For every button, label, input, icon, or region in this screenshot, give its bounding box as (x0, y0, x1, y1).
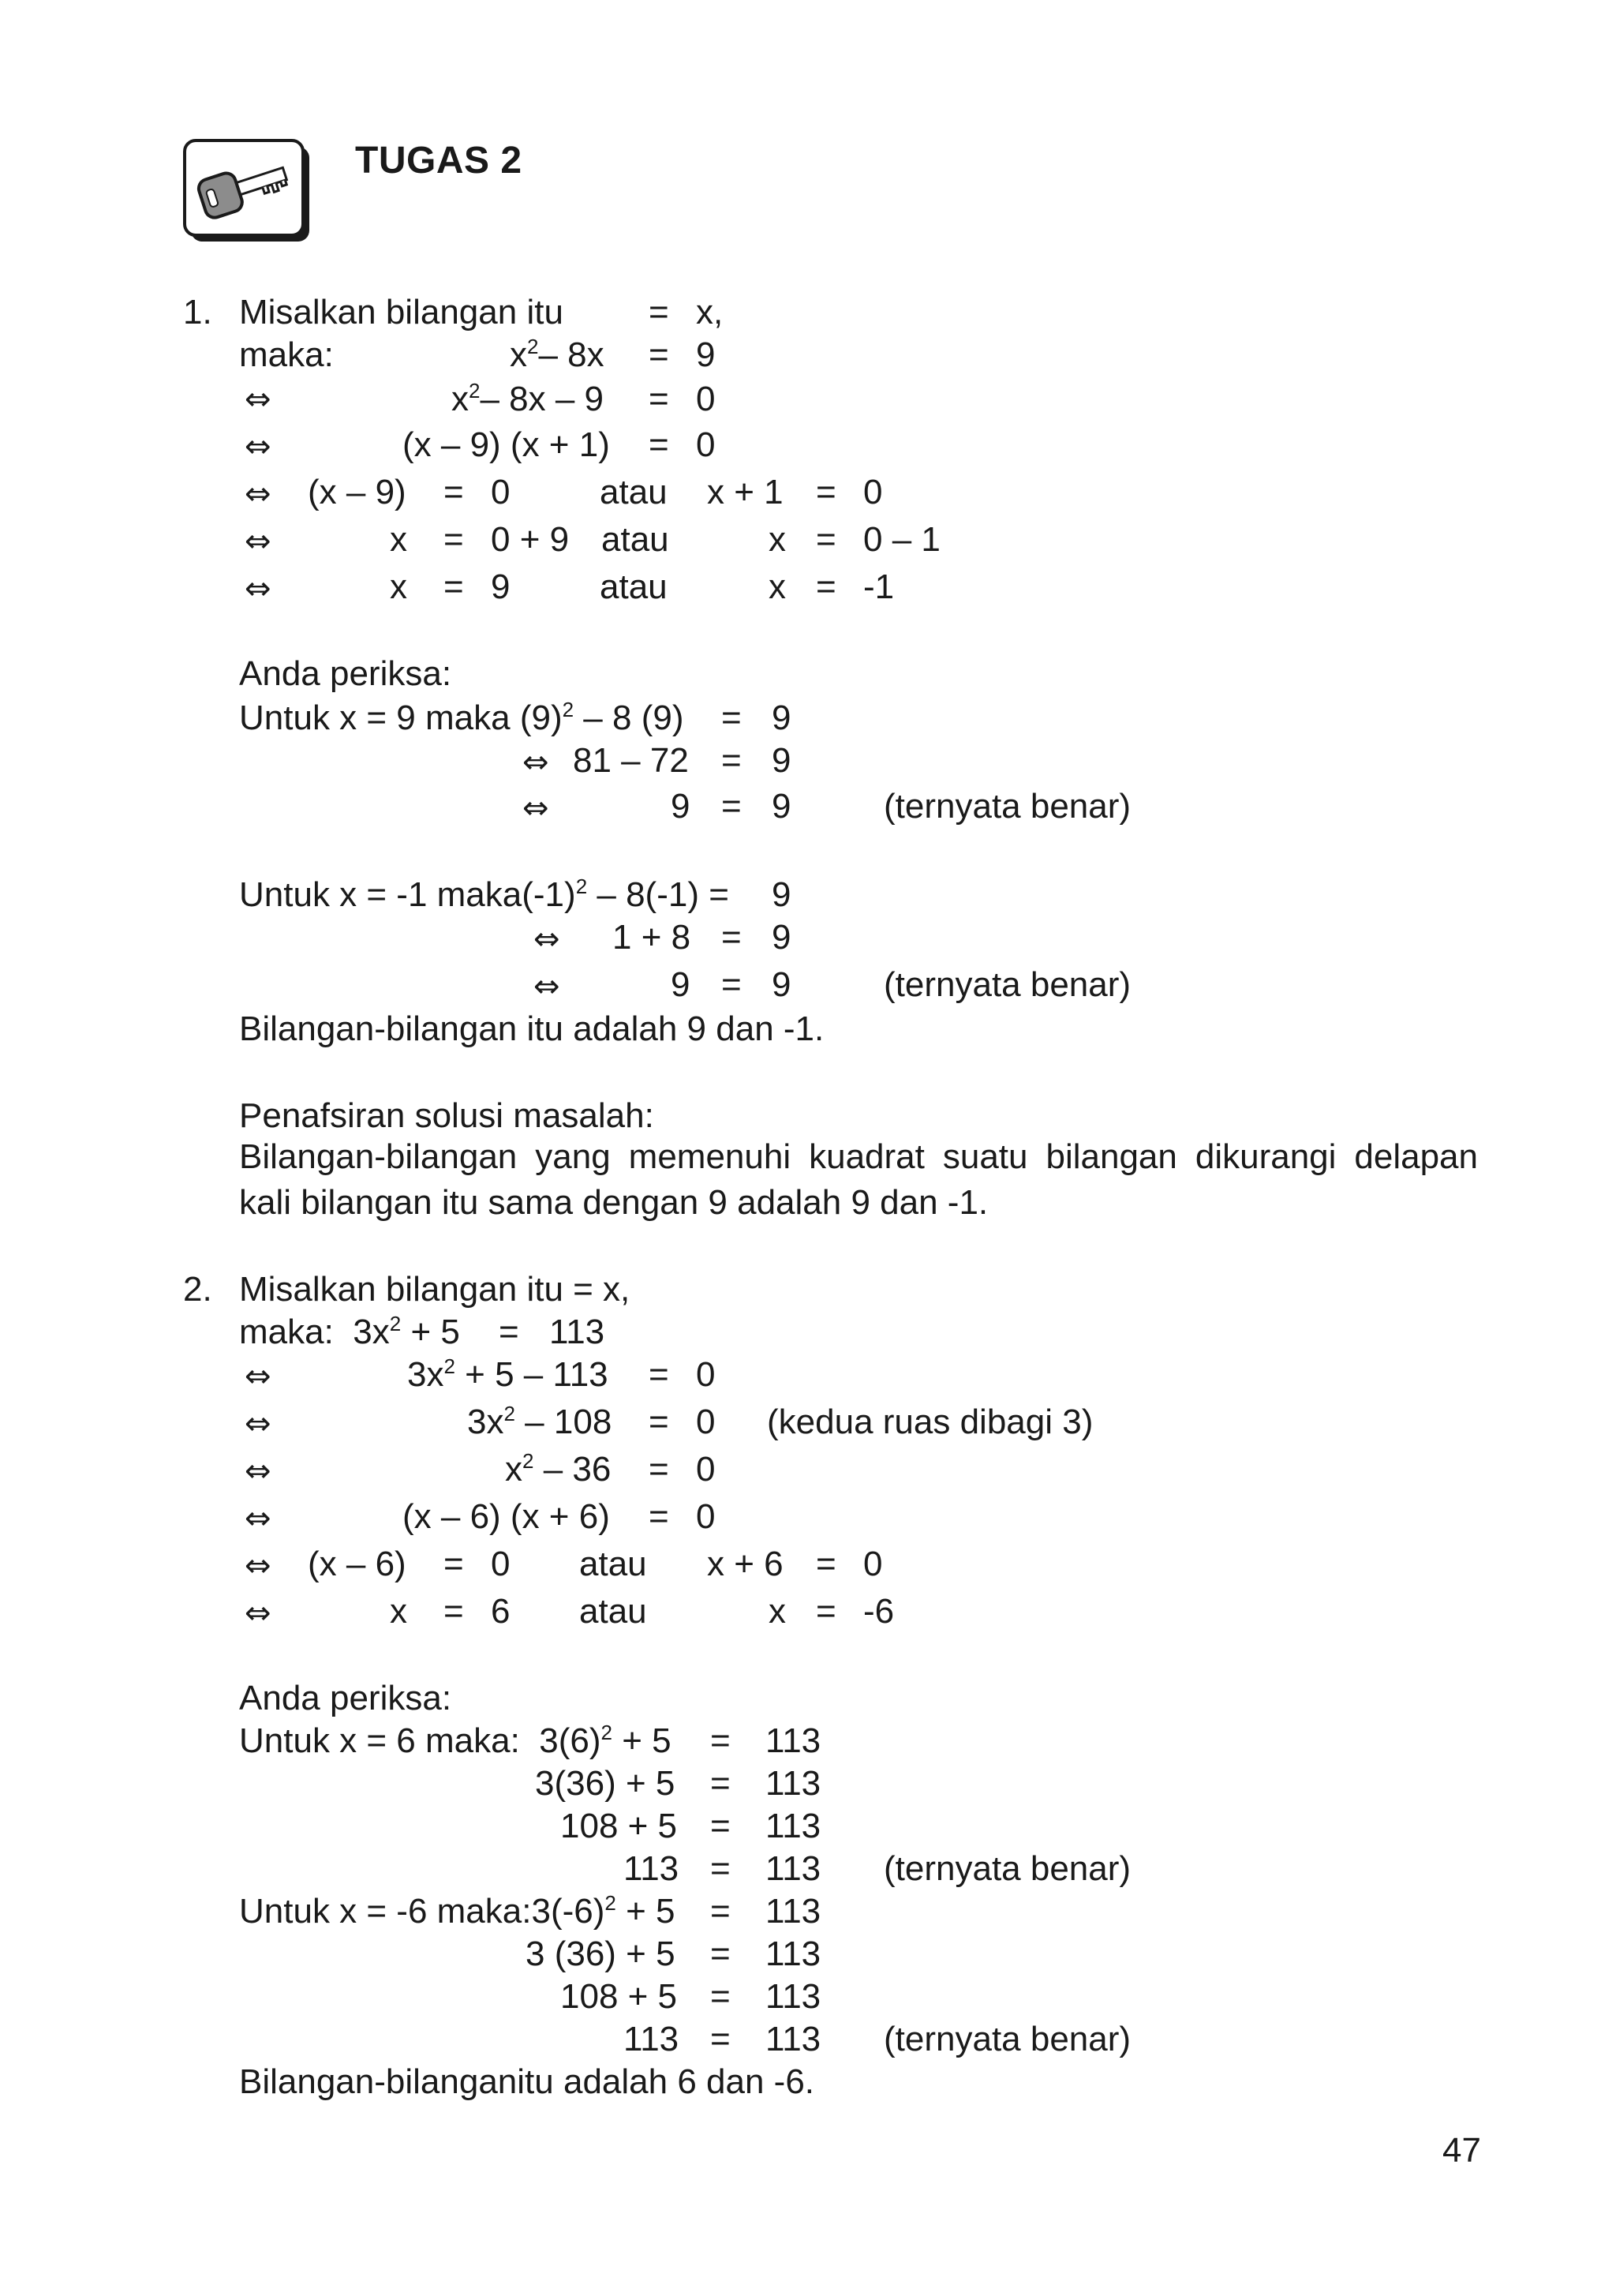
p1-check-row5-value: 9 (772, 918, 791, 957)
section-title: TUGAS 2 (355, 140, 522, 182)
p2-row4-note: (kedua ruas dibagi 3) (767, 1403, 1094, 1441)
p2-check-row3: 108 + 5 (560, 1807, 678, 1845)
p2-check-row2: 3(36) + 5 (535, 1764, 675, 1803)
equals: = (721, 965, 742, 1004)
p1-check-row1: Untuk x = 9 maka $(9)^2 - 8$ (9) (239, 698, 684, 737)
p1-eq-row2: $x^2-$ 8x (510, 335, 604, 374)
p1-check-row6-value: 9 (772, 965, 791, 1004)
p1-eq-row4: (x – 9) (x + 1) (402, 425, 610, 464)
p2-row8-x2: x (769, 1592, 786, 1631)
key-icon (183, 139, 312, 245)
equals: = (721, 741, 742, 780)
equals: = (710, 1764, 731, 1803)
atau-word: atau (579, 1545, 647, 1583)
p1-check-row4: Untuk x = -1 $maka(-1)^2 - 8(-1)$ = (239, 875, 729, 914)
p2-row6-value: 0 (696, 1497, 716, 1536)
p1-check-title: Anda periksa: (239, 654, 452, 693)
p2-line2-value: 113 (549, 1313, 605, 1351)
equals: = (443, 520, 464, 559)
equivalence-icon: ⇔ (245, 523, 271, 560)
equals: = (649, 380, 669, 418)
equals: = (721, 918, 742, 957)
p2-eq-row3: $3x^2 + 5 - 113$ (407, 1354, 608, 1394)
p1-row5-a: (x – 9) (308, 473, 406, 511)
atau-word: atau (600, 567, 668, 606)
p2-row7-c: x + 6 (707, 1545, 784, 1583)
equals: = (710, 1977, 731, 2016)
p2-row8-d: -6 (863, 1592, 895, 1631)
p1-row7-b: 9 (491, 567, 511, 606)
p1-line1-value: x, (696, 293, 724, 331)
p2-row3-value: 0 (696, 1355, 716, 1394)
p1-row7-x2: x (769, 567, 786, 606)
equivalence-icon: ⇔ (533, 921, 560, 957)
equals: = (649, 1403, 669, 1441)
equals: = (499, 1313, 519, 1351)
p2-check-row1-value: 113 (765, 1721, 821, 1760)
equals: = (443, 567, 464, 606)
equals: = (816, 1545, 836, 1583)
p2-line2: maka: $3x^2 + 5$ (239, 1312, 460, 1351)
p1-check-row5: 1 + 8 (612, 918, 691, 957)
equivalence-icon: ⇔ (245, 571, 271, 607)
p2-check-row2-value: 113 (765, 1764, 821, 1803)
p2-check-row4-value: 113 (765, 1849, 821, 1888)
p1-conclusion: Bilangan-bilangan itu adalah 9 dan -1. (239, 1009, 825, 1048)
p1-interpretation-title: Penafsiran solusi masalah: (239, 1096, 654, 1135)
p1-check-row3: 9 (671, 787, 690, 826)
p2-check-row1: Untuk x = 6 maka: $3(6)^2 + 5$ (239, 1721, 671, 1760)
equals: = (443, 473, 464, 511)
equals: = (816, 473, 836, 511)
verified-note: (ternyata benar) (884, 1849, 1132, 1888)
verified-note: (ternyata benar) (884, 965, 1132, 1004)
page-number: 47 (1442, 2131, 1481, 2170)
equals: = (710, 1849, 731, 1888)
equals: = (710, 1807, 731, 1845)
p2-check-row7: 108 + 5 (560, 1977, 678, 2016)
atau-word: atau (601, 520, 669, 559)
equivalence-icon: ⇔ (245, 381, 271, 418)
equivalence-icon: ⇔ (522, 790, 549, 826)
p2-eq-row6: (x – 6) (x + 6) (402, 1497, 610, 1536)
equals: = (649, 335, 669, 374)
equals: = (816, 1592, 836, 1631)
p1-maka: maka: (239, 335, 334, 374)
equivalence-icon: ⇔ (245, 1500, 271, 1537)
p2-eq-row4: $3x^2 - 108$ (467, 1402, 612, 1441)
p2-row7-b: 0 (491, 1545, 511, 1583)
equals: = (816, 567, 836, 606)
equivalence-icon: ⇔ (245, 1358, 271, 1395)
equals: = (649, 425, 669, 464)
p2-check-row3-value: 113 (765, 1807, 821, 1845)
equivalence-icon: ⇔ (245, 429, 271, 465)
equals: = (649, 1450, 669, 1489)
p1-row6-d: 0 – 1 (863, 520, 941, 559)
equals: = (816, 520, 836, 559)
p2-check-row5: Untuk x = -6 $maka:3(-6)^2 + 5$ (239, 1891, 675, 1931)
p1-eq-row3: $x^2-$ 8x – 9 (451, 379, 604, 418)
p2-row8-x: x (390, 1592, 407, 1631)
equals: = (649, 1497, 669, 1536)
p1-row4-value: 0 (696, 425, 716, 464)
p1-check-row2-value: 9 (772, 741, 791, 780)
item-number-2: 2. (183, 1270, 212, 1309)
p1-check-row6: 9 (671, 965, 690, 1004)
equals: = (443, 1592, 464, 1631)
p1-line1: Misalkan bilangan itu (239, 293, 563, 331)
p2-check-row6-value: 113 (765, 1935, 821, 1973)
equals: = (710, 1721, 731, 1760)
p2-check-title: Anda periksa: (239, 1679, 452, 1717)
equivalence-icon: ⇔ (245, 1406, 271, 1442)
equals: = (710, 1892, 731, 1931)
p2-check-row7-value: 113 (765, 1977, 821, 2016)
verified-note: (ternyata benar) (884, 2020, 1132, 2058)
atau-word: atau (600, 473, 668, 511)
p2-conclusion: Bilangan-bilanganitu adalah 6 dan -6. (239, 2062, 815, 2101)
p1-row7-x: x (390, 567, 407, 606)
equivalence-icon: ⇔ (245, 476, 271, 512)
verified-note: (ternyata benar) (884, 787, 1132, 826)
p1-check-row2: 81 – 72 (573, 741, 689, 780)
p2-check-row5-value: 113 (765, 1892, 821, 1931)
equivalence-icon: ⇔ (245, 1453, 271, 1489)
p1-row6-x2: x (769, 520, 786, 559)
p2-row4-value: 0 (696, 1403, 716, 1441)
p1-row6-b: 0 + 9 (491, 520, 570, 559)
equivalence-icon: ⇔ (245, 1595, 271, 1631)
p1-row6-x: x (390, 520, 407, 559)
p1-row7-d: -1 (863, 567, 895, 606)
equals: = (649, 1355, 669, 1394)
atau-word: atau (579, 1592, 647, 1631)
p2-check-row4: 113 (623, 1849, 679, 1888)
p2-row7-a: (x – 6) (308, 1545, 406, 1583)
p1-check-row3-value: 9 (772, 787, 791, 826)
p2-row5-value: 0 (696, 1450, 716, 1489)
p2-line1: Misalkan bilangan itu = x, (239, 1270, 630, 1309)
p1-interpretation: Bilangan-bilangan yang memenuhi kuadrat suatu bilangan dikurangi delapan kali bilangan itu sama dengan 9 adalah 9 dan -1. (239, 1137, 1478, 1222)
p2-eq-row5: $x^2 - 36$ (505, 1449, 612, 1489)
p1-check-row1-value: 9 (772, 699, 791, 737)
p1-row2-value: 9 (696, 335, 716, 374)
p2-row7-d: 0 (863, 1545, 883, 1583)
p2-row8-b: 6 (491, 1592, 511, 1631)
p2-check-row8-value: 113 (765, 2020, 821, 2058)
p1-row5-b: 0 (491, 473, 511, 511)
item-number-1: 1. (183, 293, 212, 331)
p1-row5-d: 0 (863, 473, 883, 511)
equivalence-icon: ⇔ (245, 1548, 271, 1584)
equals: = (649, 293, 669, 331)
p1-row5-c: x + 1 (707, 473, 784, 511)
p2-check-row8: 113 (623, 2020, 679, 2058)
equivalence-icon: ⇔ (533, 968, 560, 1005)
equals: = (721, 787, 742, 826)
equals: = (443, 1545, 464, 1583)
p1-row3-value: 0 (696, 380, 716, 418)
p1-check-row4-value: 9 (772, 875, 791, 914)
equivalence-icon: ⇔ (522, 744, 549, 781)
equals: = (721, 699, 742, 737)
equals: = (710, 1935, 731, 1973)
p2-check-row6: 3 (36) + 5 (526, 1935, 675, 1973)
equals: = (710, 2020, 731, 2058)
